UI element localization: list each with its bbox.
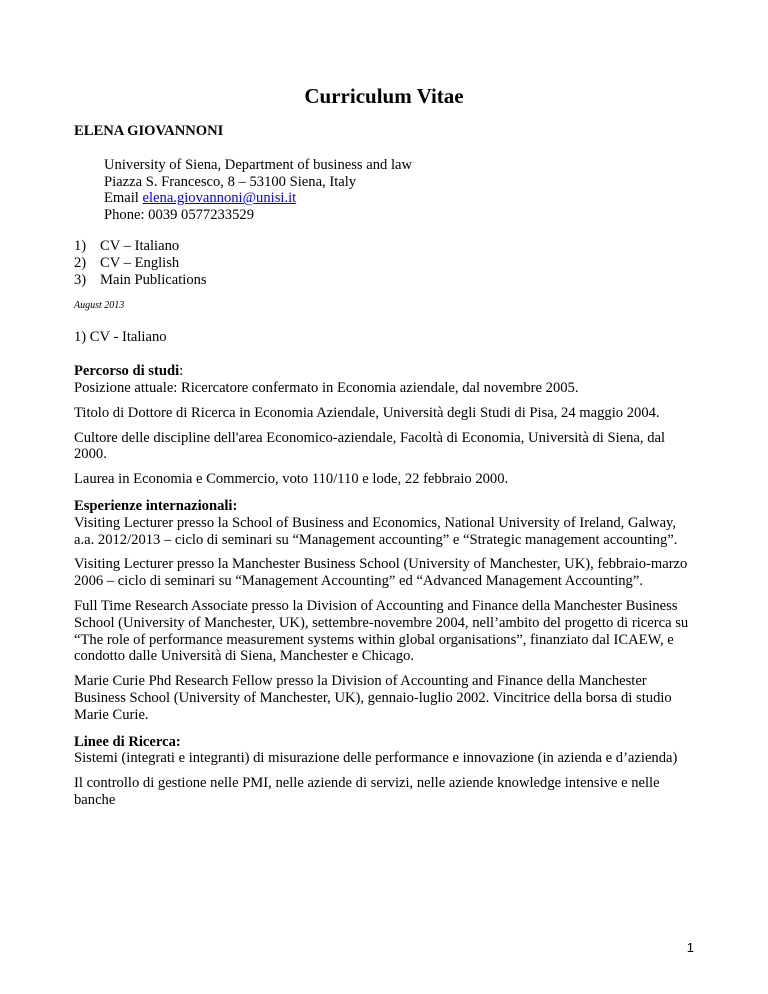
author-name: ELENA GIOVANNONI — [74, 123, 224, 139]
page-number: 1 — [686, 940, 694, 955]
linee-heading: Linee di Ricerca: — [74, 733, 181, 750]
paragraph: Titolo di Dottore di Ricerca in Economia Aziendale, Università degli Studi di Pisa, 24 maggio 2004. — [74, 404, 660, 421]
linee-section — [74, 734, 696, 809]
paragraph: Laurea in Economia e Commercio, voto 110/110 e lode, 22 febbraio 2000. — [74, 471, 509, 488]
document-date: August 2013 — [74, 300, 125, 312]
document-content — [74, 123, 696, 819]
contents-list — [74, 238, 696, 288]
percorso-section — [74, 363, 696, 488]
paragraph: Cultore delle discipline dell'area Economico-aziendale, Facoltà di Economia, Università di Siena, dal 2000. — [74, 429, 666, 463]
paragraph: Marie Curie Phd Research Fellow presso la Division of Accounting and Finance della Manchester Business School (University of Manchester, UK), gennaio-luglio 2002. Vincitrice della borsa di studio Marie Curie. — [74, 673, 672, 723]
percorso-heading: Percorso di studi — [74, 363, 180, 380]
phone-line: Phone: 0039 0577233529 — [104, 207, 254, 224]
paragraph: Il controllo di gestione nelle PMI, nelle aziende di servizi, nelle aziende knowledge intensive e nelle banche — [74, 775, 660, 808]
list-item: 3) Main Publications — [74, 271, 207, 288]
document-title: Curriculum Vitae — [304, 84, 464, 108]
esperienze-heading: Esperienze internazionali: — [74, 497, 238, 514]
email-link[interactable]: elena.giovannoni@unisi.it — [142, 190, 297, 207]
section-title: 1) CV - Italiano — [74, 329, 167, 346]
paragraph: Visiting Lecturer presso la School of Business and Economics, National University of Ireland, Galway, a.a. 2012/2013 – ciclo di seminari su “Management accounting” e “Strategic management accounting”. — [74, 514, 678, 548]
contact-block — [104, 157, 696, 224]
paragraph: Full Time Research Associate presso la Division of Accounting and Finance della Manchester Business School (University of Manchester, UK), settembre-novembre 2004, nell’ambito del progetto di ricerca su “The role of performance measurement systems within global organisations”, finanziato dal ICAEW, e condotto dalle Università di Siena, Manchester e Chicago. — [74, 597, 689, 665]
address-line-2: Piazza S. Francesco, 8 – 53100 Siena, Italy — [104, 173, 357, 190]
list-item: 2) CV – English — [74, 254, 180, 271]
list-item: 1) CV – Italiano — [74, 237, 180, 254]
percorso-heading-line: Percorso di studi: — [74, 363, 184, 380]
address-line-1: University of Siena, Department of business and law — [104, 156, 413, 173]
esperienze-section — [74, 498, 696, 724]
email-label: Email — [104, 190, 143, 207]
email-line — [104, 190, 696, 207]
paragraph: Visiting Lecturer presso la Manchester Business School (University of Manchester, UK), febbraio-marzo 2006 – ciclo di seminari su “Management Accounting” ed “Advanced Management Accounting”. — [74, 556, 688, 590]
paragraph: Sistemi (integrati e integranti) di misurazione delle performance e innovazione (in azienda e d’azienda) — [74, 750, 678, 767]
paragraph: Posizione attuale: Ricercatore confermato in Economia aziendale, dal novembre 2005. — [74, 379, 579, 396]
